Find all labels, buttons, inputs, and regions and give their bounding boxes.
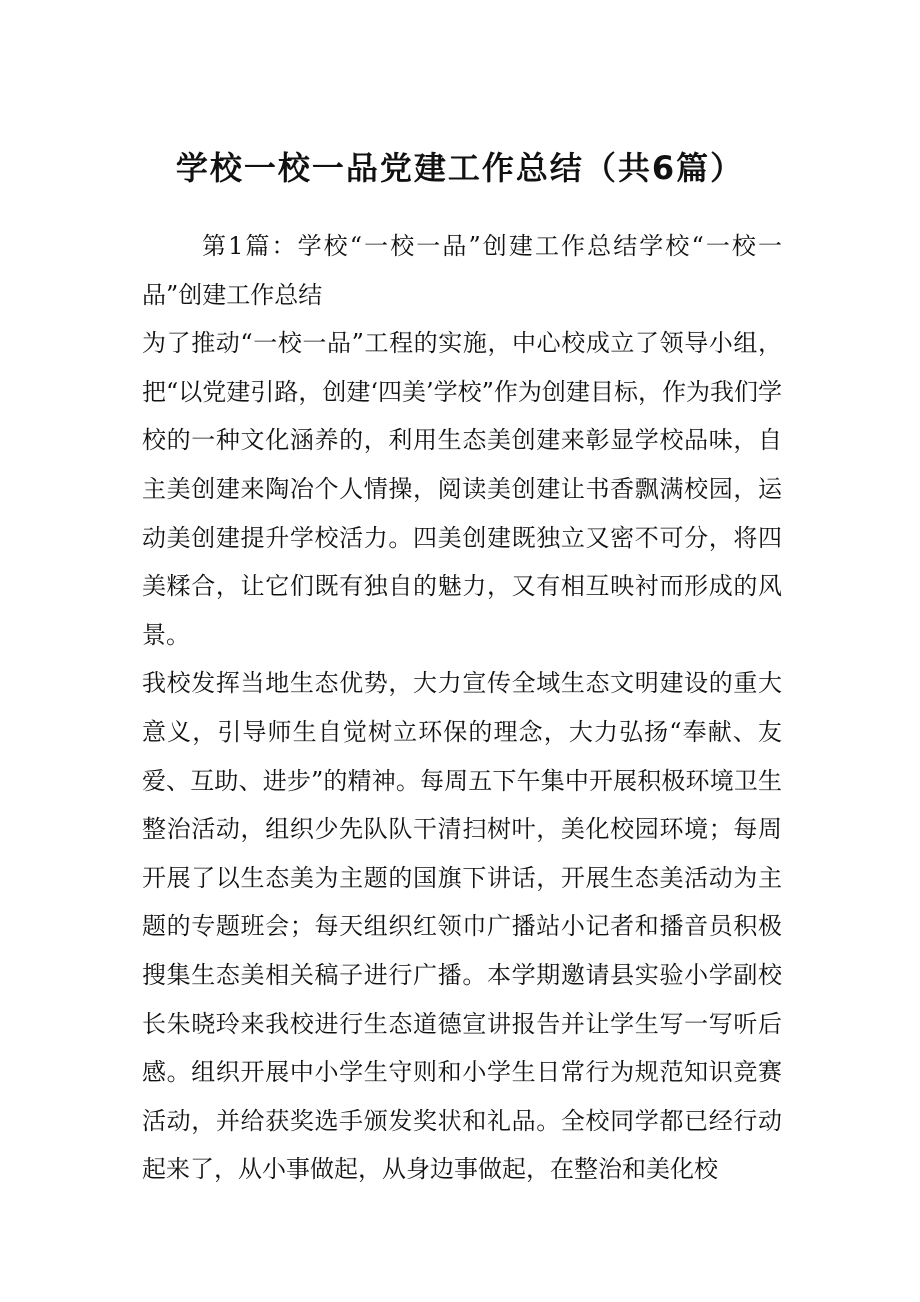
body-paragraph: 为了推动“一校一品”工程的实施，中心校成立了领导小组，把“以党建引路，创建‘四美’学校”作为创建目标，作为我们学校的一种文化涵养的，利用生态美创建来彰显学校品味，自主美创建来陶冶个人情操，阅读美创建让书香飘满校园，运动美创建提升学校活力。四美创建既独立又密不可分，将四美糅合，让它们既有独自的魅力，又有相互映衬而形成的风景。 xyxy=(142,329,782,649)
body-paragraph: 我校发挥当地生态优势，大力宣传全域生态文明建设的重大意义，引导师生自觉树立环保的理念，大力弘扬“奉献、友爱、互助、进步”的精神。每周五下午集中开展积极环境卫生整治活动，组织少先队队干清扫树叶，美化校园环境；每周开展了以生态美为主题的国旗下讲话，开展生态美活动为主题的专题班会；每天组织红领巾广播站小记者和播音员积极搜集生态美相关稿子进行广播。本学期邀请县实验小学副校长朱晓玲来我校进行生态道德宣讲报告并让学生写一写听后感。组织开展中小学生守则和小学生日常行为规范知识竞赛活动，并给获奖选手颁发奖状和礼品。全校同学都已经行动起来了，从小事做起，从身边事做起，在整治和美化校 xyxy=(142,669,782,1184)
document-body xyxy=(142,222,782,1194)
section-heading-paragraph: 第1篇：学校“一校一品”创建工作总结学校“一校一品”创建工作总结 xyxy=(142,232,782,309)
document-title: 学校一校一品党建工作总结（共6篇） xyxy=(175,149,745,187)
